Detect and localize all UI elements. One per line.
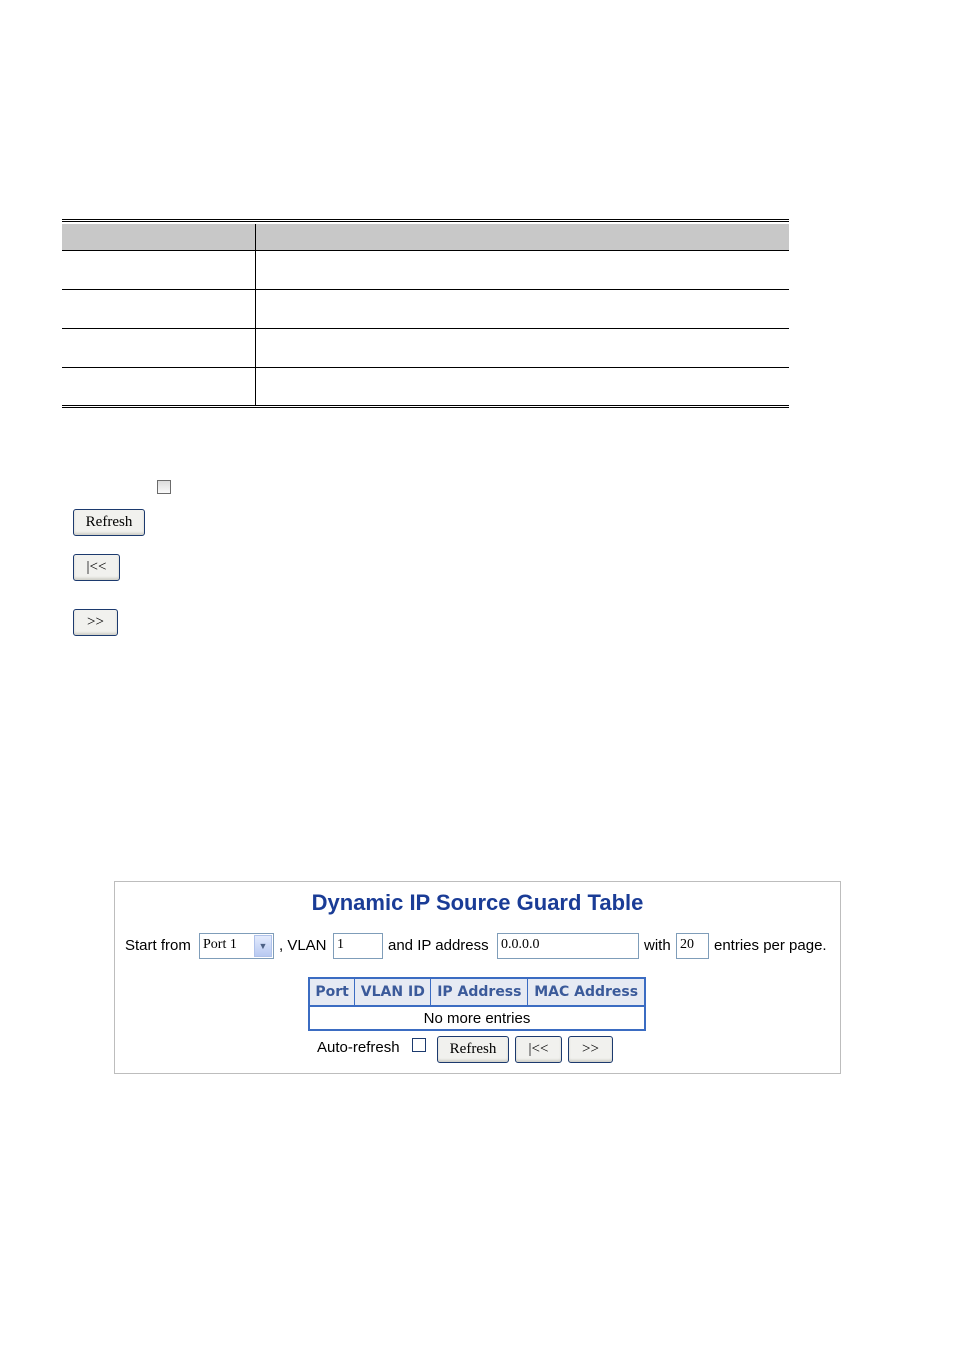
- entries-per-page-label: entries per page.: [714, 937, 827, 954]
- source-guard-table: [308, 977, 646, 1031]
- table-header-row: [309, 978, 645, 1006]
- refresh-button[interactable]: Refresh: [73, 509, 145, 536]
- ip-address-input[interactable]: 0.0.0.0: [497, 933, 639, 959]
- next-page-button[interactable]: >>: [73, 609, 118, 636]
- start-from-label: Start from: [125, 937, 191, 954]
- column-header-mac-address: MAC Address: [528, 978, 645, 1006]
- vlan-input[interactable]: 1: [333, 933, 383, 959]
- first-page-button[interactable]: |<<: [515, 1036, 562, 1063]
- entries-per-page-input[interactable]: 20: [676, 933, 709, 959]
- refresh-button[interactable]: Refresh: [437, 1036, 509, 1063]
- page-title: Dynamic IP Source Guard Table: [311, 890, 644, 915]
- auto-refresh-checkbox[interactable]: [412, 1038, 426, 1052]
- ip-address-label: and IP address: [388, 937, 489, 954]
- row-divider: [62, 289, 789, 290]
- auto-refresh-label: Auto-refresh: [317, 1039, 400, 1056]
- auto-refresh-checkbox[interactable]: [157, 480, 171, 494]
- dynamic-ip-source-guard-panel: [114, 881, 841, 1074]
- empty-table-message: No more entries: [423, 1009, 531, 1027]
- next-page-button[interactable]: >>: [568, 1036, 613, 1063]
- column-divider: [255, 224, 256, 405]
- column-header-vlan-id: VLAN ID: [355, 978, 431, 1006]
- column-header-port: Port: [309, 978, 355, 1006]
- port-select[interactable]: [199, 933, 274, 959]
- chevron-down-icon[interactable]: ▼: [254, 935, 272, 957]
- description-table: [62, 219, 789, 408]
- row-divider: [62, 328, 789, 329]
- port-select-value: Port 1: [203, 937, 237, 952]
- table-row: [309, 1006, 645, 1030]
- description-table-header: [62, 224, 789, 250]
- column-header-ip-address: IP Address: [431, 978, 528, 1006]
- row-divider: [62, 250, 789, 251]
- first-page-button[interactable]: |<<: [73, 554, 120, 581]
- with-label: with: [644, 937, 671, 954]
- vlan-label: , VLAN: [279, 937, 327, 954]
- row-divider: [62, 367, 789, 368]
